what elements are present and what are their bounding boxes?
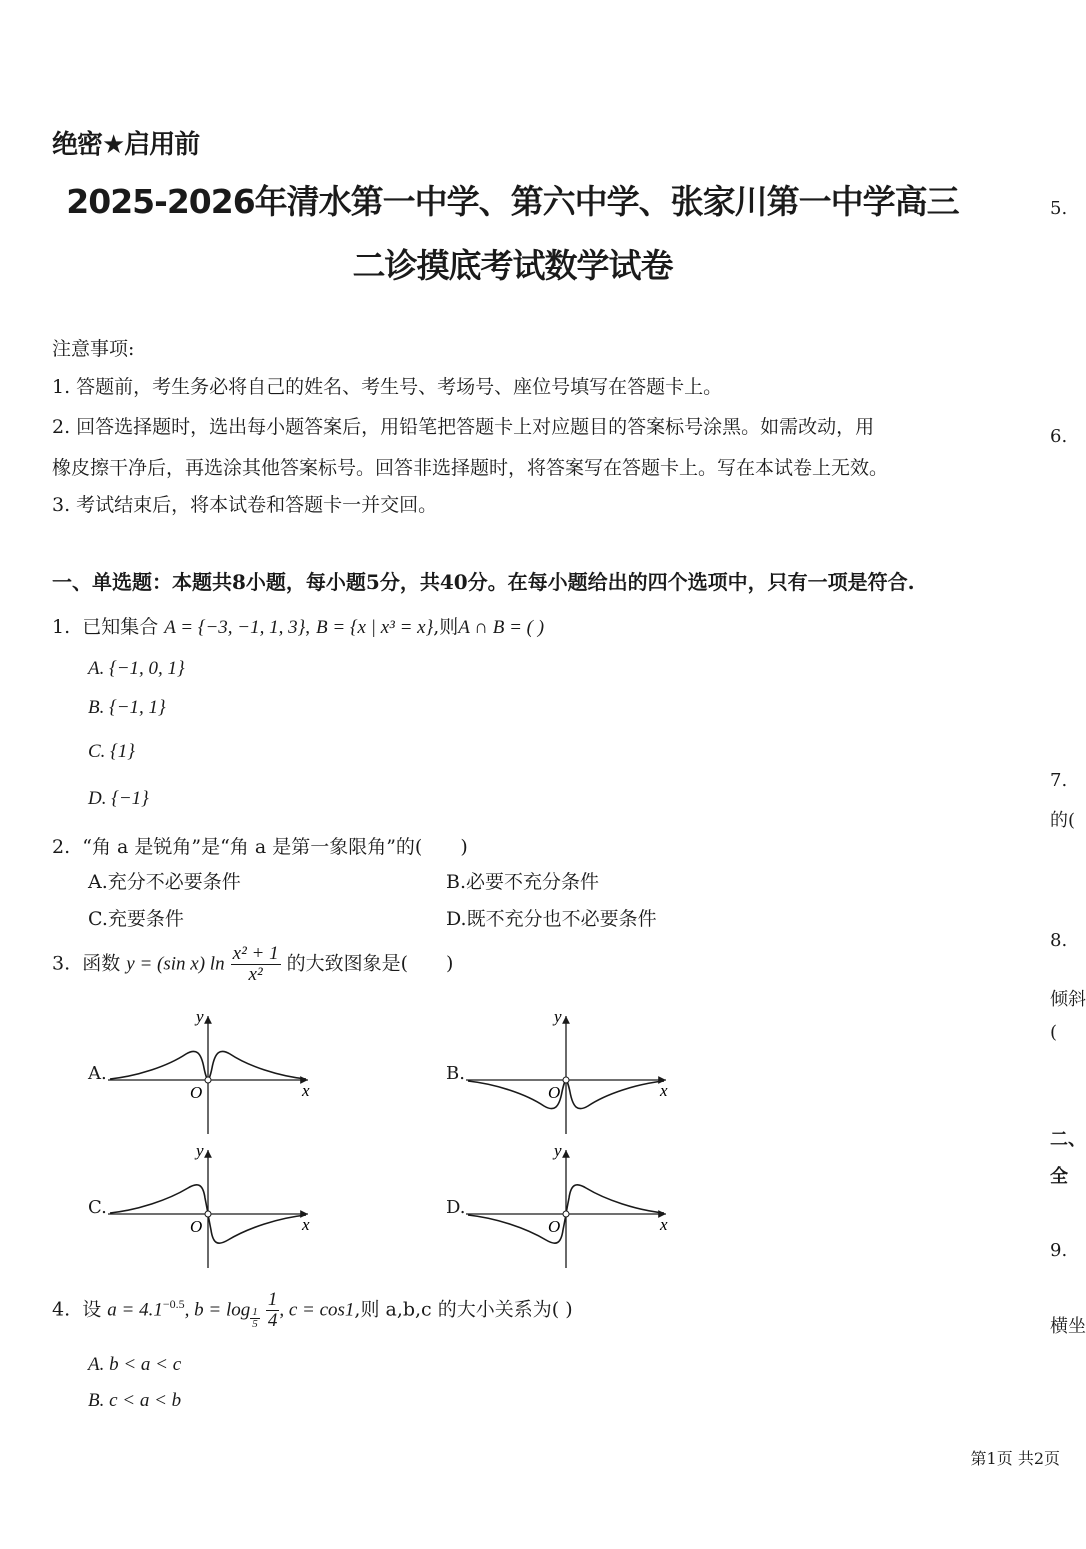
y-axis-label: y — [196, 1141, 204, 1160]
q2-option-c[interactable]: C.充要条件 — [88, 908, 184, 930]
intersection-expression: A ∩ B = ( ) — [458, 617, 545, 638]
note-item-2: 2. 回答选择题时，选出每小题答案后，用铅笔把答题卡上对应题目的答案标号涂黑。如需改动，用 — [52, 416, 875, 438]
separator: , — [305, 617, 310, 638]
open-point — [205, 1077, 211, 1083]
q3-option-c-label[interactable]: C. — [88, 1197, 107, 1218]
question-1 — [52, 612, 544, 639]
log-argument-denominator: 4 — [267, 1309, 278, 1331]
question-stem-suffix: ,则 a,b,c 的大小关系为( ) — [354, 1298, 573, 1321]
question-number: 4. — [52, 1298, 71, 1321]
open-point — [563, 1211, 569, 1217]
x-axis-label: x — [660, 1081, 668, 1100]
q2-option-b[interactable]: B.必要不充分条件 — [446, 871, 600, 893]
side-fragment-q5: 5. — [1050, 198, 1068, 219]
question-stem: “角 a 是锐角”是“角 a 是第一象限角”的( ) — [82, 836, 468, 858]
side-fragment-section2: 二、 — [1050, 1129, 1086, 1150]
b-expression: , b = log — [184, 1299, 251, 1321]
q3-option-d-label[interactable]: D. — [446, 1197, 466, 1218]
side-fragment-section2-text: 全 — [1050, 1166, 1068, 1187]
fraction-numerator: x² + 1 — [232, 943, 279, 964]
set-a: A = {−3, −1, 1, 3} — [164, 617, 306, 638]
x-axis-label: x — [302, 1215, 310, 1234]
question-stem: 设 — [82, 1298, 102, 1321]
a-exponent: −0.5 — [162, 1297, 185, 1312]
log-base-numerator: 1 — [252, 1305, 258, 1318]
open-point — [563, 1077, 569, 1083]
question-stem-suffix: 的大致图象是( ) — [286, 952, 454, 975]
log-fraction — [231, 944, 281, 985]
q2-option-d[interactable]: D.既不充分也不必要条件 — [446, 908, 657, 930]
log-base-denominator: 5 — [252, 1318, 258, 1331]
q1-option-b[interactable]: B. {−1, 1} — [88, 697, 166, 718]
q4-option-a[interactable]: A. b < a < c — [88, 1354, 182, 1375]
origin-label: O — [190, 1217, 203, 1236]
origin-label: O — [190, 1083, 203, 1102]
q3-graph-b[interactable] — [466, 1008, 681, 1136]
log-argument-numerator: 1 — [267, 1289, 278, 1310]
note-item-2-continued: 橡皮擦干净后，再选涂其他答案标号。回答非选择题时，将答案写在答题卡上。写在本试卷上无效。 — [52, 457, 889, 479]
question-3 — [52, 944, 453, 985]
q2-option-a[interactable]: A.充分不必要条件 — [88, 871, 241, 893]
question-stem: 已知集合 — [82, 616, 159, 638]
question-2 — [52, 832, 468, 859]
q4-option-b[interactable]: B. c < a < b — [88, 1390, 182, 1411]
x-axis-label: x — [660, 1215, 668, 1234]
side-fragment-q7-text: 的( — [1050, 810, 1076, 831]
q3-option-b-label[interactable]: B. — [446, 1063, 465, 1084]
q3-graph-d[interactable] — [466, 1142, 681, 1270]
c-expression: , c = cos1 — [279, 1299, 355, 1321]
note-item-1: 1. 答题前，考生务必将自己的姓名、考生号、考场号、座位号填写在答题卡上。 — [52, 376, 723, 398]
log-base-fraction — [250, 1307, 260, 1331]
side-fragment-q9: 9. — [1050, 1240, 1068, 1261]
question-number: 2. — [52, 836, 71, 858]
side-fragment-q6: 6. — [1050, 426, 1068, 447]
side-fragment-paren: ( — [1050, 1022, 1058, 1043]
y-axis-label: y — [554, 1141, 562, 1160]
side-fragment-q9-text: 横坐 — [1050, 1316, 1086, 1337]
x-axis-label: x — [302, 1081, 310, 1100]
fraction-denominator: x² — [248, 963, 263, 985]
section-1-heading: 一、单选题：本题共8小题，每小题5分，共40分。在每小题给出的四个选项中，只有一项是符合. — [52, 570, 915, 594]
question-stem: 函数 — [82, 952, 121, 975]
exam-title-line2: 二诊摸底考试数学试卷 — [352, 246, 673, 285]
q1-option-c[interactable]: C. {1} — [88, 741, 135, 762]
notes-heading: 注意事项: — [52, 338, 135, 360]
y-axis-label: y — [554, 1007, 562, 1026]
side-fragment-q8: 8. — [1050, 930, 1068, 951]
question-number: 1. — [52, 616, 71, 638]
open-point — [205, 1211, 211, 1217]
question-stem-suffix: ,则 — [433, 616, 459, 638]
origin-label: O — [548, 1083, 561, 1102]
y-axis-label: y — [196, 1007, 204, 1026]
q3-graph-c[interactable] — [108, 1142, 323, 1270]
function-expression: y = (sin x) ln — [126, 953, 225, 975]
origin-label: O — [548, 1217, 561, 1236]
page-footer: 第1页 共2页 — [970, 1449, 1060, 1468]
confidential-label: 绝密★启用前 — [52, 130, 200, 160]
exam-title-line1: 2025-2026年清水第一中学、第六中学、张家川第一中学高三 — [66, 182, 959, 221]
q3-option-a-label[interactable]: A. — [88, 1063, 107, 1084]
question-4 — [52, 1290, 573, 1331]
q1-option-d[interactable]: D. {−1} — [88, 788, 149, 809]
set-b: B = {x | x³ = x} — [316, 617, 434, 638]
log-argument-fraction — [266, 1290, 280, 1331]
question-number: 3. — [52, 952, 71, 975]
a-expression: a = 4.1 — [107, 1299, 163, 1321]
side-fragment-q8-text: 倾斜 — [1050, 989, 1086, 1010]
q3-graph-a[interactable] — [108, 1008, 323, 1136]
q1-option-a[interactable]: A. {−1, 0, 1} — [88, 658, 185, 679]
note-item-3: 3. 考试结束后，将本试卷和答题卡一并交回。 — [52, 494, 438, 516]
side-fragment-q7: 7. — [1050, 770, 1068, 791]
